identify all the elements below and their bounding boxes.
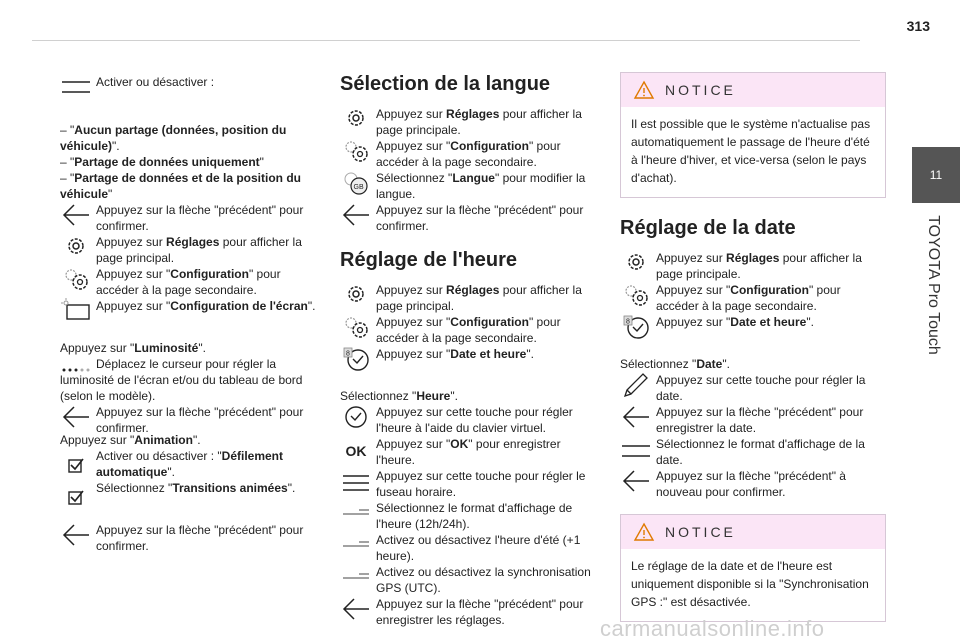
- checkbox-icon: [60, 448, 92, 478]
- luminosity-text: Appuyez sur "Luminosité".: [60, 341, 206, 355]
- gear-icon: [340, 106, 372, 136]
- date-save-text: Appuyez sur la flèche "précédent" pour enregistrer la date.: [656, 405, 864, 435]
- option-3: – "Partage de données et de la position du véhicule": [60, 171, 301, 201]
- toggle-label: Activer ou désactiver :: [96, 75, 215, 89]
- lang-settings-row: [340, 106, 596, 138]
- chapter-tab: 11: [912, 147, 960, 203]
- top-rule: [32, 40, 860, 41]
- chapter-label: [918, 205, 948, 365]
- gear-icon: [60, 234, 92, 264]
- transitions-text: Sélectionnez "Transitions animées".: [96, 481, 296, 495]
- ok-row: [340, 436, 596, 468]
- pencil-icon: [620, 372, 652, 402]
- date-key-text: Appuyez sur cette touche pour régler la date.: [656, 373, 866, 403]
- lang-back-row: [340, 202, 596, 234]
- lang-config-text: Appuyez sur "Configuration" pour accéder à la page secondaire.: [376, 139, 561, 169]
- date-heading: Réglage de la date: [620, 217, 796, 239]
- time-date-text: Appuyez sur "Date et heure".: [376, 347, 534, 361]
- switch-line-icon: [340, 532, 372, 562]
- back-arrow-icon: [60, 202, 92, 232]
- toggle-row: [60, 74, 322, 104]
- time-back-row: [340, 596, 596, 628]
- animation-text: Appuyez sur "Animation".: [60, 433, 201, 447]
- timezone-row: [340, 468, 596, 500]
- date-format-text: Sélectionnez le format d'affichage de la date.: [656, 437, 865, 467]
- back-arrow-icon: [340, 202, 372, 232]
- screen-brightness-icon: [60, 298, 92, 328]
- transitions-row: [60, 480, 322, 510]
- svg-text:8: 8: [626, 318, 630, 326]
- warning-icon: [633, 522, 655, 542]
- notice-label: NOTICE: [665, 82, 736, 98]
- gear-icon: [340, 282, 372, 312]
- timezone-text: Appuyez sur cette touche pour régler le fuseau horaire.: [376, 469, 586, 499]
- date-back-text: Appuyez sur la flèche "précédent" à nouveau pour confirmer.: [656, 469, 846, 499]
- double-gear-icon: [340, 138, 372, 168]
- back-row-1: [60, 202, 322, 234]
- switch-line-icon: [340, 564, 372, 594]
- language-heading: Sélection de la langue: [340, 73, 551, 95]
- dst-row: [340, 532, 596, 564]
- notice-box-2: [620, 514, 886, 622]
- time-back-text: Appuyez sur la flèche "précédent" pour enregistrer les réglages.: [376, 597, 584, 627]
- lang-back-text: Appuyez sur la flèche "précédent" pour confirmer.: [376, 203, 584, 233]
- time-settings-row: [340, 282, 596, 314]
- notice-label-2: NOTICE: [665, 524, 736, 540]
- gps-row: [340, 564, 596, 596]
- back-text-2: Appuyez sur la flèche "précédent" pour confirmer.: [96, 405, 304, 435]
- notice-box-1: [620, 72, 886, 198]
- check-circle-icon: [340, 404, 372, 434]
- config-row: [60, 266, 322, 298]
- lang-select-row: [340, 170, 596, 202]
- date-format-row: [620, 436, 886, 468]
- menu-lines-icon: [340, 468, 372, 498]
- double-gear-icon: [60, 266, 92, 296]
- option-1-text: Aucun partage (données, position du véhicule): [60, 123, 287, 153]
- date-time-text: Appuyez sur "Date et heure".: [656, 315, 814, 329]
- time-config-text: Appuyez sur "Configuration" pour accéder à la page secondaire.: [376, 315, 561, 345]
- clock-icon: [340, 346, 372, 376]
- slider-text: Déplacez le curseur pour régler la luminosité de l'écran et/ou du tableau de bord (selon le modèle).: [60, 357, 303, 403]
- notice-header-2: [621, 515, 885, 549]
- svg-text:GB: GB: [353, 184, 364, 191]
- notice-text-1: Il est possible que le système n'actualise pas automatiquement le passage de l'heure d'été à l'heure d'hiver, et vice-versa (selon le pays d'achat).: [631, 117, 871, 185]
- language-flag-icon: [340, 170, 372, 200]
- ok-text: Appuyez sur "OK" pour enregistrer l'heure.: [376, 437, 561, 467]
- date-settings-text: Appuyez sur Réglages pour afficher la page principale.: [656, 251, 862, 281]
- double-gear-icon: [340, 314, 372, 344]
- date-save-row: [620, 404, 886, 436]
- option-2-text: Partage de données uniquement: [74, 155, 260, 169]
- date-time-row: [620, 314, 886, 344]
- option-1: – "Aucun partage (données, position du véhicule)".: [60, 123, 287, 153]
- keyboard-row: [340, 404, 596, 436]
- date-select-text: Sélectionnez "Date".: [620, 357, 730, 371]
- dst-text: Activez ou désactivez l'heure d'été (+1 heure).: [376, 533, 581, 563]
- date-key-row: [620, 372, 886, 404]
- watermark: carmanualsonline.info: [600, 616, 825, 641]
- back-text-3: Appuyez sur la flèche "précédent" pour confirmer.: [96, 523, 304, 553]
- option-2: – "Partage de données uniquement": [60, 155, 264, 169]
- ok-icon: OK: [345, 443, 367, 459]
- double-gear-icon: [620, 282, 652, 312]
- warning-icon: [633, 80, 655, 100]
- back-arrow-icon: [60, 404, 92, 434]
- gps-text: Activez ou désactivez la synchronisation GPS (UTC).: [376, 565, 591, 595]
- hour-select-text: Sélectionnez "Heure".: [340, 389, 458, 403]
- time-date-row: [340, 346, 596, 376]
- switch-line-icon: [340, 500, 372, 530]
- config-text: Appuyez sur "Configuration" pour accéder à la page secondaire.: [96, 267, 281, 297]
- notice-text-2: Le réglage de la date et de l'heure est uniquement disponible si la "Synchronisation GPS :" est désactivée.: [631, 559, 869, 609]
- lang-select-text: Sélectionnez "Langue" pour modifier la langue.: [376, 171, 586, 201]
- checkbox-icon: [60, 480, 92, 510]
- option-3-text: Partage de données et de la position du véhicule: [60, 171, 301, 201]
- back-arrow-icon: [340, 596, 372, 626]
- toggle-icon: [60, 74, 92, 104]
- lang-settings-text: Appuyez sur Réglages pour afficher la page principale.: [376, 107, 582, 137]
- back-arrow-icon: [620, 404, 652, 434]
- time-config-row: [340, 314, 596, 346]
- autoscroll-text: Activer ou désactiver : "Défilement automatique".: [96, 449, 284, 479]
- autoscroll-row: [60, 448, 322, 480]
- time-heading: Réglage de l'heure: [340, 249, 518, 271]
- keyboard-text: Appuyez sur cette touche pour régler l'heure à l'aide du clavier virtuel.: [376, 405, 573, 435]
- clock-icon: [620, 314, 652, 344]
- date-settings-row: [620, 250, 886, 282]
- screen-config-text: Appuyez sur "Configuration de l'écran".: [96, 299, 316, 313]
- svg-text:8: 8: [346, 350, 350, 358]
- settings-text: Appuyez sur Réglages pour afficher la page principal.: [96, 235, 302, 265]
- column-1: [60, 64, 322, 554]
- back-arrow-icon: [620, 468, 652, 498]
- chapter-label-text: TOYOTA Pro Touch: [925, 215, 942, 355]
- back-text-1: Appuyez sur la flèche "précédent" pour confirmer.: [96, 203, 304, 233]
- column-3: [620, 72, 886, 622]
- format-row: [340, 500, 596, 532]
- gear-icon: [620, 250, 652, 280]
- screen-config-row: [60, 298, 322, 328]
- lang-config-row: [340, 138, 596, 170]
- page-number: 313: [906, 18, 930, 34]
- date-back-row: [620, 468, 886, 500]
- format-text: Sélectionnez le format d'affichage de l'heure (12h/24h).: [376, 501, 573, 531]
- date-config-text: Appuyez sur "Configuration" pour accéder à la page secondaire.: [656, 283, 841, 313]
- column-2: [340, 64, 596, 628]
- date-config-row: [620, 282, 886, 314]
- back-arrow-icon: [60, 522, 92, 552]
- time-settings-text: Appuyez sur Réglages pour afficher la page principal.: [376, 283, 582, 313]
- settings-row: [60, 234, 322, 266]
- back-row-3: [60, 522, 322, 554]
- notice-header: [621, 73, 885, 107]
- toggle-icon: [620, 436, 652, 466]
